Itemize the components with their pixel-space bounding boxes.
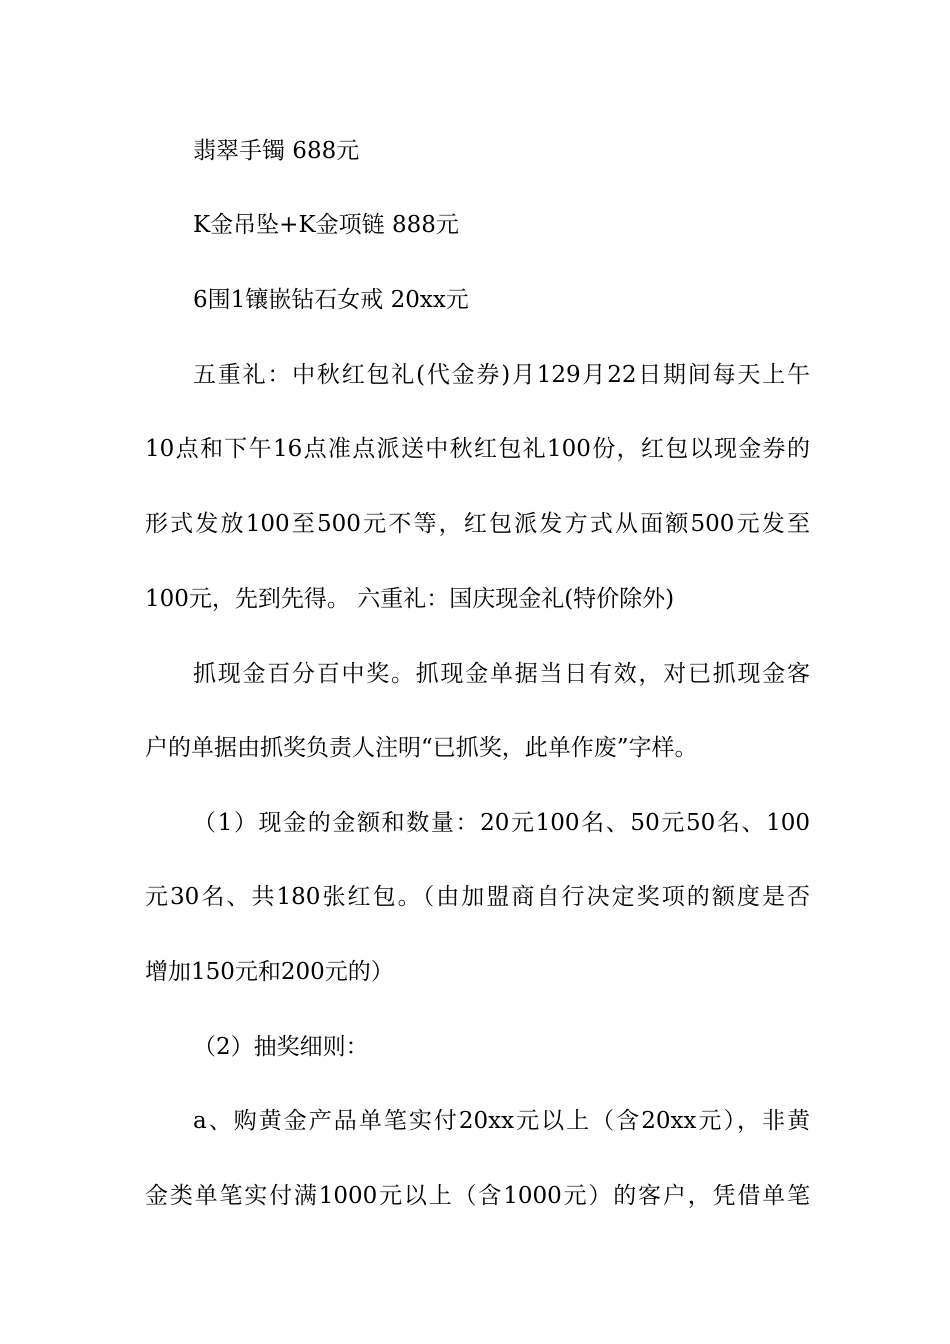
text-line-fifth-gift: 五重礼：中秋红包礼(代金券)月129月22日期间每天上午 (193, 362, 810, 388)
text-line-red-packet-form: 形式发放100至500元不等，红包派发方式从面额500元发至 (145, 511, 810, 537)
text-line-non-gold-rule: 金类单笔实付满1000元以上（含1000元）的客户，凭借单笔 (145, 1183, 810, 1209)
text-line-red-packet-count: 元30名、共180张红包。（由加盟商自行决定奖项的额度是否 (145, 884, 810, 910)
text-line-gold-purchase-rule: a、购黄金产品单笔实付20xx元以上（含20xx元），非黄 (193, 1108, 810, 1134)
text-line-k-gold-pendant: K金吊坠+K金项链 888元 (193, 212, 459, 238)
text-line-receipt-void: 户的单据由抓奖负责人注明“已抓奖，此单作废”字样。 (145, 735, 698, 761)
text-line-extra-amounts: 增加150元和200元的） (145, 959, 394, 985)
text-line-cash-grab: 抓现金百分百中奖。抓现金单据当日有效，对已抓现金客 (193, 661, 810, 687)
text-line-jade-bracelet: 翡翠手镯 688元 (193, 138, 360, 164)
text-line-cash-amounts: （1）现金的金额和数量：20元100名、50元50名、100 (193, 810, 810, 836)
text-line-sixth-gift: 100元，先到先得。 六重礼：国庆现金礼(特价除外) (145, 586, 675, 612)
text-line-red-packet-schedule: 10点和下午16点准点派送中秋红包礼100份，红包以现金券的 (145, 436, 810, 462)
text-line-diamond-ring: 6围1镶嵌钻石女戒 20xx元 (193, 287, 469, 313)
text-line-draw-rules-heading: （2）抽奖细则： (193, 1034, 369, 1060)
